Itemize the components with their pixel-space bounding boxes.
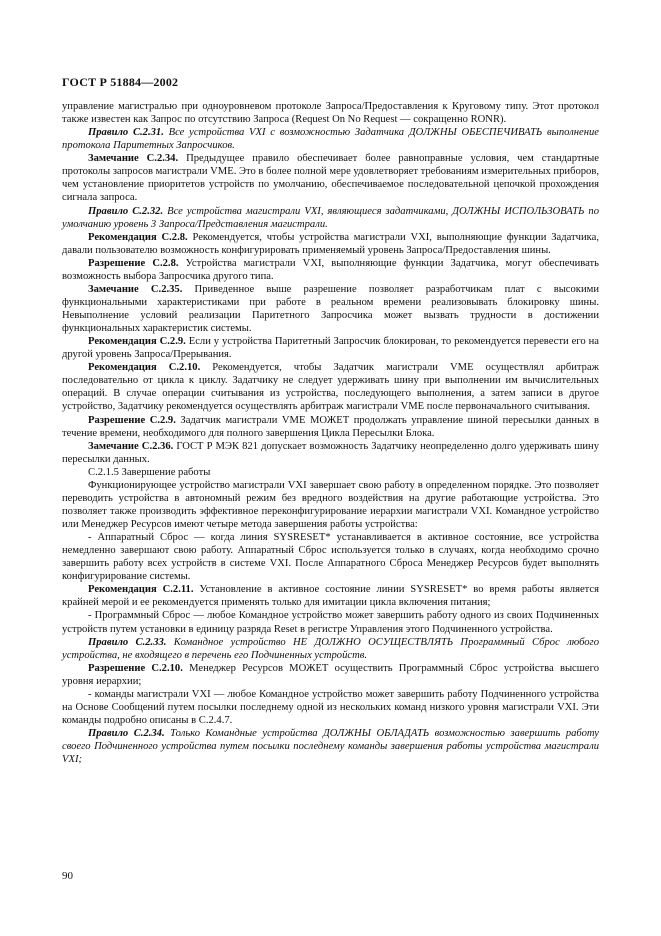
paragraph-label: Разрешение С.2.8. bbox=[88, 257, 179, 269]
paragraph-text: - Аппаратный Сброс — когда линия SYSRESET* устанавливается в активное состояние, все устройства немедленно завершают свою работу. Аппаратный Сброс используется только в случаях, когда необходимо срочно завершить работу всех устройств в системе VXI. После Аппаратного Сброса Менеджер Ресурсов будет выполнять конфигурирование системы. bbox=[62, 532, 599, 583]
paragraph-label: Замечание С.2.35. bbox=[88, 283, 183, 295]
paragraph-text: Командное устройство НЕ ДОЛЖНО ОСУЩЕСТВЛЯТЬ Программный Сброс любого устройства, не входящего в перечень его Подчиненных устройств. bbox=[62, 636, 599, 661]
paragraph-text: Все устройства VXI с возможностью Задатчика ДОЛЖНЫ ОБЕСПЕЧИВАТЬ выполнение протокола Паритетных Запросчиков. bbox=[62, 127, 599, 152]
paragraph-text: Если у устройства Паритетный Запросчик блокирован, то рекомендуется перевести его на другой уровень Запроса/Прерывания. bbox=[62, 336, 599, 361]
paragraph-text: управление магистралью при одноуровневом протоколе Запроса/Предоставления к Круговому типу. Этот протокол также известен как Запрос по отсутствию Запроса (Request On No Request — сокращенно RONR). bbox=[62, 101, 599, 126]
recommendation-c-2-8 bbox=[62, 231, 599, 257]
rule-c-2-34 bbox=[62, 727, 599, 766]
paragraph-text: Менеджер Ресурсов МОЖЕТ осуществить Программный Сброс устройства высшего уровня иерархии; bbox=[62, 662, 599, 687]
paragraph-label: Разрешение С.2.9. bbox=[88, 414, 176, 426]
note-c-2-36 bbox=[62, 440, 599, 466]
section-heading bbox=[62, 466, 599, 479]
paragraph-text: Функционирующее устройство магистрали VXI завершает свою работу в определенном порядке. Это позволяет переводить устройства в автономный режим без вредного воздействия на другие работающие устройства. Это позволяет также производить эффективное переконфигурирование иерархии магистрали VXI. Командное устройство или Менеджер Ресурсов имеют четыре метода завершения работы устройства: bbox=[62, 479, 599, 530]
paragraph-text: Предыдущее правило обеспечивает более равноправные условия, чем стандартные протоколы запросов магистрали VME. Это в более полной мере удовлетворяет требованиям измерительных приборов, чем установление приоритетов устройств по умолчанию, обеспечиваемое последовательной цепочкой прохождения сигнала запроса. bbox=[62, 153, 599, 204]
permission-c-2-9 bbox=[62, 414, 599, 440]
document-body bbox=[62, 100, 599, 766]
document-header: ГОСТ Р 51884—2002 bbox=[62, 75, 179, 89]
note-c-2-34 bbox=[62, 152, 599, 204]
paragraph-text: Устройства магистрали VXI, выполняющие функции Задатчика, могут обеспечивать возможность выбора Запросчика другого типа. bbox=[62, 257, 599, 282]
paragraph-label: Правило С.2.33. bbox=[88, 636, 167, 648]
list-item-software-reset bbox=[62, 609, 599, 635]
paragraph-label: Правило С.2.31. bbox=[88, 127, 164, 139]
paragraph-text: С.2.1.5 Завершение работы bbox=[88, 466, 211, 478]
paragraph-text: Приведенное выше разрешение позволяет разработчикам плат с высокими функциональными характеристиками при работе в реальном времени реализовывать блокировку шины. Невыполнение условий реализации Паритетного Запросчика может вызвать трудности в достижении функциональных характеристик системы. bbox=[62, 283, 599, 335]
paragraph-text: Задатчик магистрали VME МОЖЕТ продолжать управление шиной пересылки данных в течение времени, необходимого для полного завершения Цикла Пересылки Блока. bbox=[62, 414, 600, 439]
note-c-2-35 bbox=[62, 283, 599, 335]
list-item-hardware-reset bbox=[62, 531, 599, 583]
rule-c-2-31 bbox=[62, 126, 599, 152]
paragraph-text: Рекомендуется, чтобы устройства магистрали VXI, выполняющие функции Задатчика, давали пользователю возможность конфигурировать применяемый уровень Запроса/Предоставления шины. bbox=[62, 231, 599, 256]
paragraph-text: Установление в активное состояние линии SYSRESET* во время работы является крайней мерой и ее рекомендуется применять только для имитации цикла включения питания; bbox=[62, 584, 599, 609]
recommendation-c-2-11 bbox=[62, 583, 599, 609]
paragraph-text: - команды магистрали VXI — любое Командное устройство может завершить работу Подчиненного устройства на Основе Сообщений путем посылки последнему одной из нескольких команд низкого уровня магистрали VXI. Эти команды подробно описаны в С.2.4.7. bbox=[62, 688, 599, 726]
paragraph-continuation bbox=[62, 100, 599, 126]
rule-c-2-32 bbox=[62, 205, 599, 231]
page-number: 90 bbox=[62, 870, 73, 882]
recommendation-c-2-9 bbox=[62, 335, 599, 361]
paragraph-text: ГОСТ Р МЭК 821 допускает возможность Задатчику неопределенно долго удерживать шину пересылки данных. bbox=[62, 440, 599, 465]
paragraph-label: Правило С.2.32. bbox=[88, 205, 164, 217]
paragraph-label: Рекомендация С.2.8. bbox=[88, 231, 188, 243]
permission-c-2-10 bbox=[62, 662, 599, 688]
paragraph-text: Все устройства магистрали VXI, являющиеся задатчиками, ДОЛЖНЫ ИСПОЛЬЗОВАТЬ по умолчанию уровень 3 Запроса/Представления магистрали. bbox=[62, 205, 599, 230]
rule-c-2-33 bbox=[62, 636, 599, 662]
paragraph-text: - Программный Сброс — любое Командное устройство может завершить работу одного из своих Подчиненных устройств путем установки в единицу разряда Reset в регистре Управления этого Подчиненного устройства. bbox=[62, 610, 599, 635]
paragraph-label: Рекомендация С.2.10. bbox=[88, 362, 201, 374]
paragraph-label: Правило С.2.34. bbox=[88, 728, 165, 739]
permission-c-2-8 bbox=[62, 257, 599, 283]
paragraph-text: Только Командные устройства ДОЛЖНЫ ОБЛАДАТЬ возможностью завершить работу своего Подчиненного устройства путем посылки последнему команды завершения работы устройства магистрали VXI; bbox=[62, 728, 600, 766]
paragraph-text: Рекомендуется, чтобы Задатчик магистрали VME осуществлял арбитраж последовательно от цикла к циклу. Задатчику не следует удерживать шину при выполнении им вычислительных операций. В случае операции считывания из устройства, последующего выполнения, а затем записи в другое устройство, Задатчику рекомендуется осуществлять арбитраж магистрали VME после первоначального считывания. bbox=[62, 362, 599, 413]
paragraph-label: Рекомендация С.2.11. bbox=[88, 584, 194, 596]
paragraph-label: Рекомендация С.2.9. bbox=[88, 336, 186, 348]
list-item-vxi-commands bbox=[62, 688, 599, 727]
paragraph-label: Замечание С.2.36. bbox=[88, 440, 174, 452]
paragraph-label: Замечание С.2.34. bbox=[88, 153, 179, 165]
paragraph-label: Разрешение С.2.10. bbox=[88, 662, 183, 674]
paragraph-shutdown-intro bbox=[62, 479, 599, 531]
recommendation-c-2-10 bbox=[62, 361, 599, 413]
